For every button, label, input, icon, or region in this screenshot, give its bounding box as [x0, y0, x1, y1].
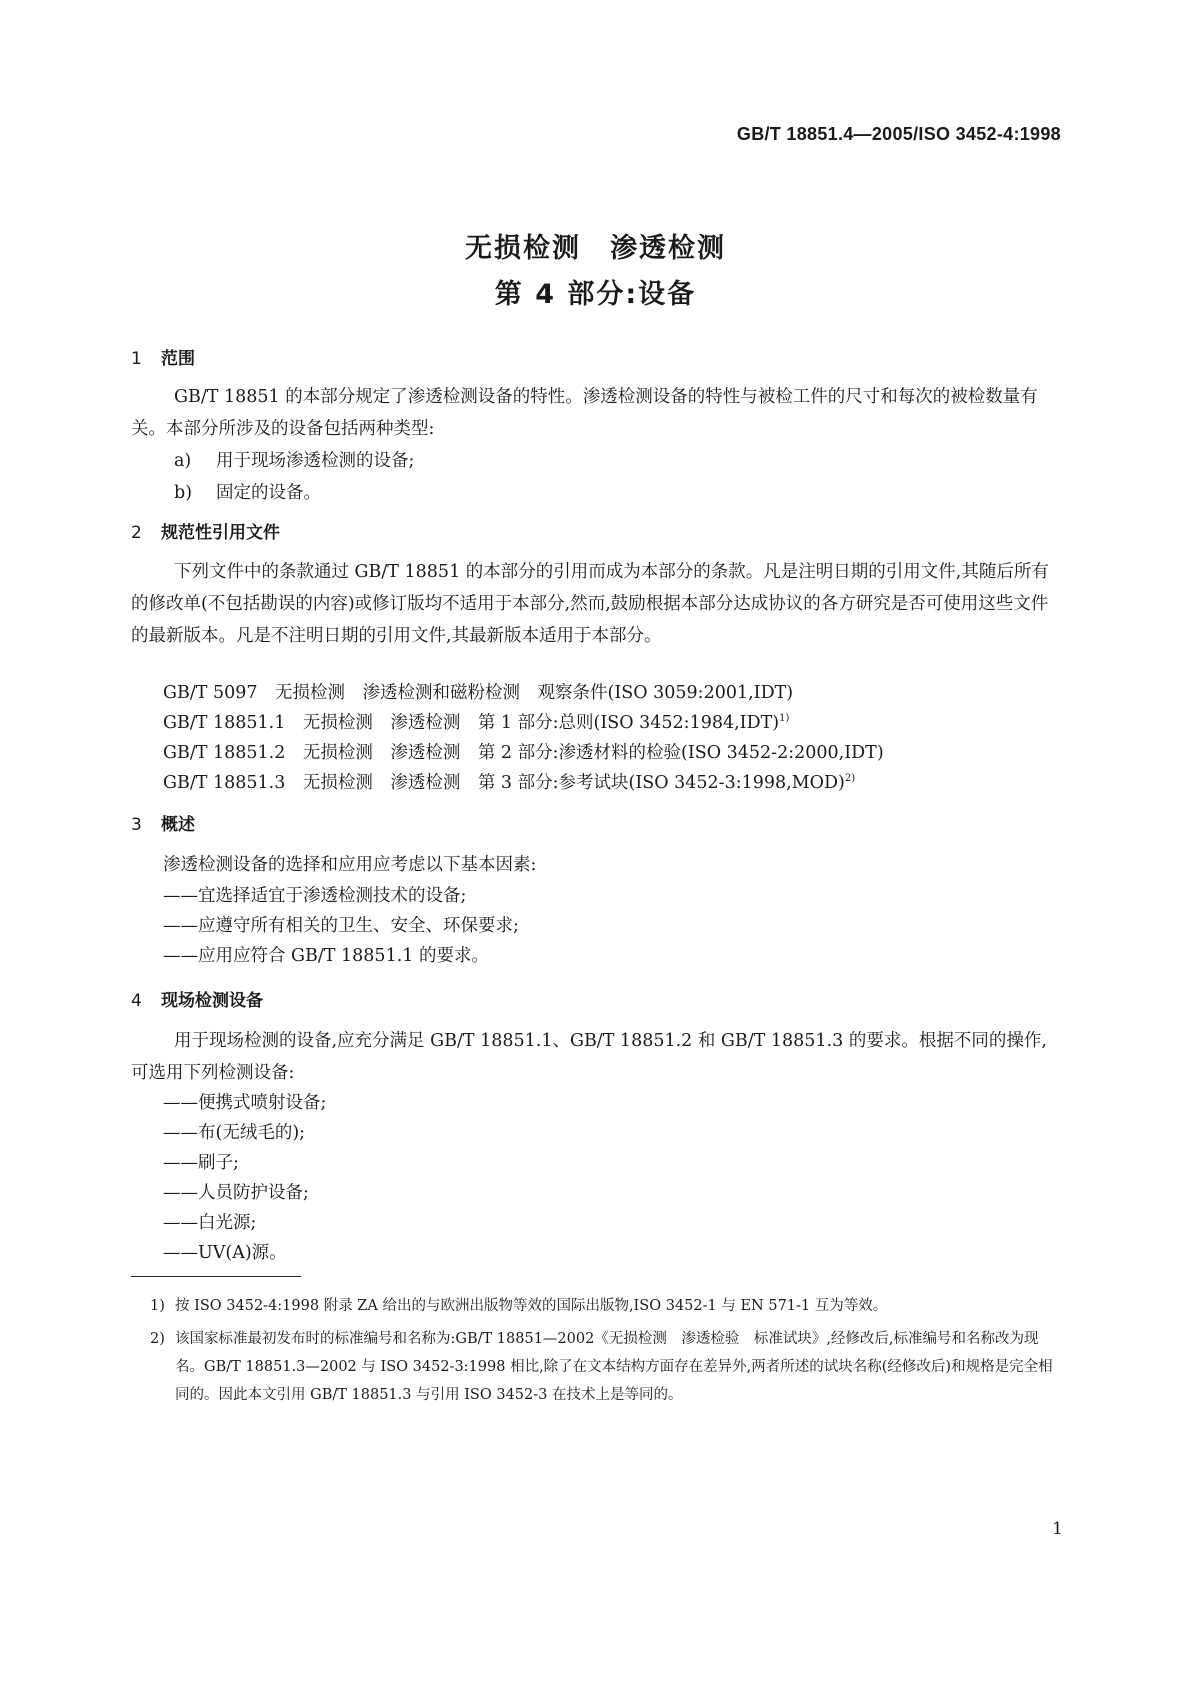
section-number: 1	[131, 349, 142, 369]
list-item	[174, 479, 321, 504]
list-item: ——应遵守所有相关的卫生、安全、环保要求;	[163, 916, 519, 936]
section-heading-general	[131, 810, 195, 835]
list-item-label: b)	[174, 483, 193, 503]
footnote-marker: 1)	[779, 713, 790, 725]
list-item: ——便携式喷射设备;	[163, 1093, 327, 1113]
section-heading-onsite-equipment	[131, 986, 263, 1011]
list-item: ——宜选择适宜于渗透检测技术的设备;	[163, 886, 467, 906]
footnote-number: 1)	[150, 1298, 165, 1314]
list-item: ——刷子;	[163, 1153, 239, 1173]
section-number: 3	[131, 815, 142, 835]
reference-text: GB/T 18851.2 无损检测 渗透检测 第 2 部分:渗透材料的检验(ISO 3452-2:2000,IDT)	[163, 743, 884, 763]
reference-text: GB/T 18851.3 无损检测 渗透检测 第 3 部分:参考试块(ISO 3452-3:1998,MOD)	[163, 773, 845, 793]
list-item-label: a)	[174, 451, 192, 471]
section-intro: 渗透检测设备的选择和应用应考虑以下基本因素:	[163, 855, 537, 875]
footnote-text: 按 ISO 3452-4:1998 附录 ZA 给出的与欧洲出版物等效的国际出版物,ISO 3452-1 与 EN 571-1 互为等效。	[175, 1298, 888, 1314]
footnote-separator	[131, 1276, 301, 1277]
list-item: ——应用应符合 GB/T 18851.1 的要求。	[163, 946, 489, 966]
reference-text: GB/T 5097 无损检测 渗透检测和磁粉检测 观察条件(ISO 3059:2001,IDT)	[163, 683, 794, 703]
footnote-number: 2)	[150, 1331, 165, 1347]
section-title: 概述	[161, 815, 195, 835]
list-item: ——白光源;	[163, 1213, 257, 1233]
reference-item	[163, 709, 789, 734]
reference-text: GB/T 18851.1 无损检测 渗透检测 第 1 部分:总则(ISO 3452:1984,IDT)	[163, 713, 780, 733]
section-title: 范围	[161, 349, 195, 369]
list-item: ——UV(A)源。	[163, 1243, 287, 1263]
section-paragraph: 下列文件中的条款通过 GB/T 18851 的本部分的引用而成为本部分的条款。凡是注明日期的引用文件,其随后所有的修改单(不包括勘误的内容)或修订版均不适用于本部分,然而,鼓励根据本部分达成协议的各方研究是否可使用这些文件的最新版本。凡是不注明日期的引用文件,其最新版本适用于本部分。	[131, 562, 1049, 646]
section-number: 4	[131, 991, 142, 1011]
page-number: 1	[1052, 1519, 1063, 1539]
list-item-text: 用于现场渗透检测的设备;	[216, 451, 415, 471]
section-title: 规范性引用文件	[161, 523, 280, 543]
section-heading-normative-references	[131, 518, 280, 543]
footnote-text: 该国家标准最初发布时的标准编号和名称为:GB/T 18851—2002《无损检测 渗透检验 标准试块》,经修改后,标准编号和名称改为现名。GB/T 18851.3—2002 与 ISO 3452-3:1998 相比,除了在文本结构方面存在差异外,两者所述的试块名称(经修改后)和规格是完全相同的。因此本文引用 GB/T 18851.3 与引用 ISO 3452-3 在技术上是等同的。	[175, 1331, 1053, 1403]
list-item-text: 固定的设备。	[216, 483, 321, 503]
section-number: 2	[131, 523, 142, 543]
section-heading-scope	[131, 344, 195, 369]
standard-code: GB/T 18851.4—2005/ISO 3452-4:1998	[736, 124, 1061, 144]
footnote	[150, 1325, 1063, 1409]
section-title: 现场检测设备	[161, 991, 263, 1011]
list-item: ——布(无绒毛的);	[163, 1123, 306, 1143]
list-item	[174, 447, 414, 472]
section-paragraph: 用于现场检测的设备,应充分满足 GB/T 18851.1、GB/T 18851.2 和 GB/T 18851.3 的要求。根据不同的操作,可选用下列检测设备:	[131, 1031, 1047, 1083]
reference-item	[163, 769, 855, 794]
footnote	[150, 1292, 1063, 1320]
footnote-marker: 2)	[844, 773, 856, 785]
reference-item	[163, 679, 793, 704]
reference-item	[163, 739, 884, 764]
section-paragraph: GB/T 18851 的本部分规定了渗透检测设备的特性。渗透检测设备的特性与被检工件的尺寸和每次的被检数量有关。本部分所涉及的设备包括两种类型:	[131, 387, 1038, 439]
document-title-line1: 无损检测 渗透检测	[465, 233, 726, 264]
list-item: ——人员防护设备;	[163, 1183, 309, 1203]
document-title-line2: 第 4 部分:设备	[494, 279, 697, 310]
